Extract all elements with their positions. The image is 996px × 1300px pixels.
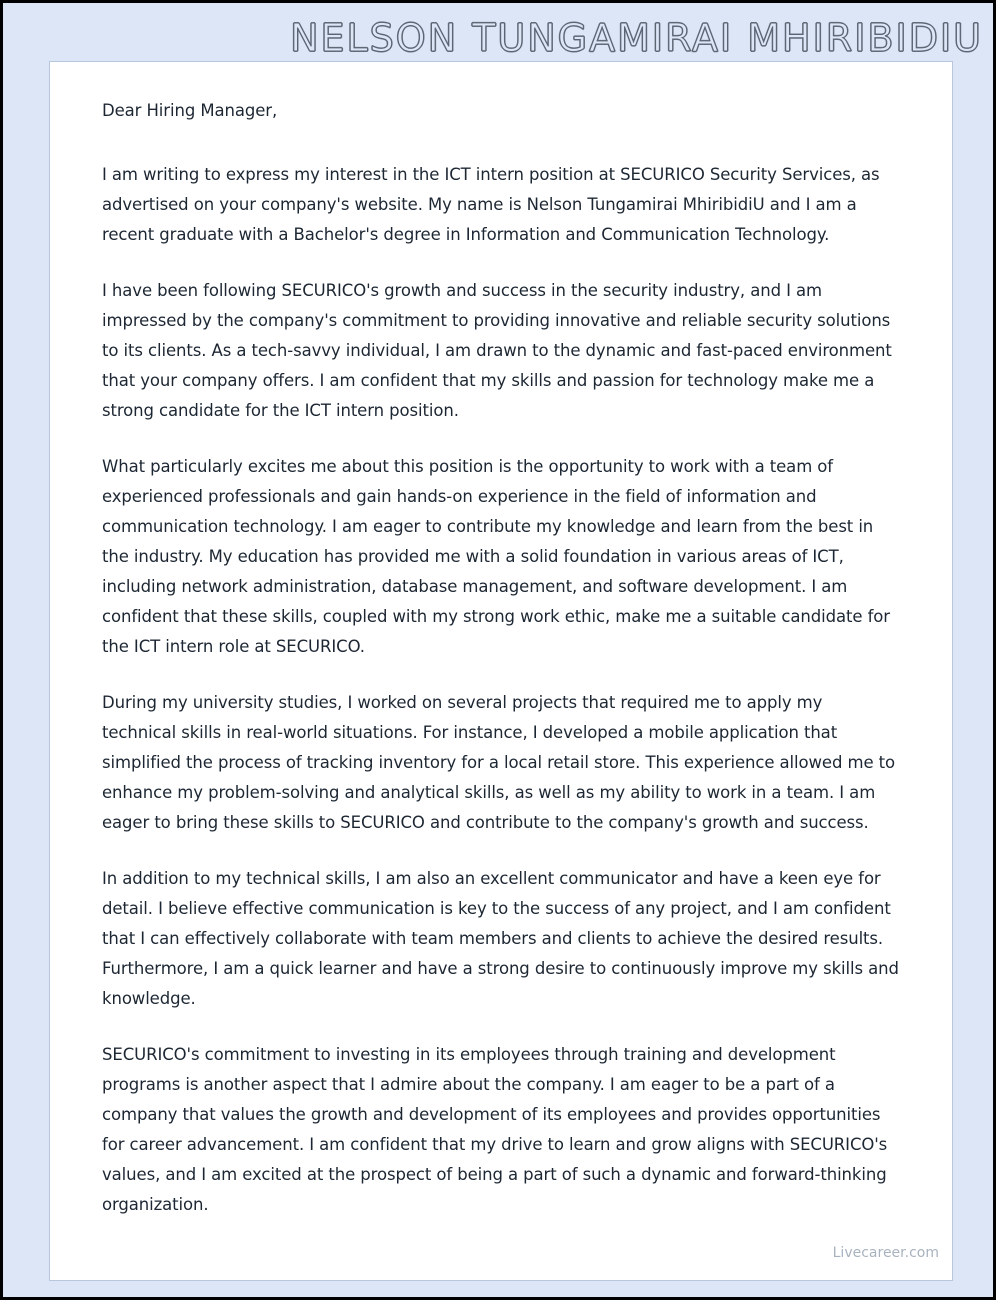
- document-header: [3, 3, 993, 60]
- letter-body: [50, 62, 952, 1220]
- watermark-label: Livecareer.com: [832, 1245, 939, 1261]
- letter-paragraph: I have been following SECURICO's growth and success in the security industry, and I am impressed by the company's commitment to providing innovative and reliable security solutions to its clients. As a tech-savvy individual, I am drawn to the dynamic and fast-paced environment that your company offers. I am confident that my skills and passion for technology make me a strong candidate for the ICT intern position.: [102, 281, 892, 420]
- page-title: NELSON TUNGAMIRAI MHIRIBIDIU: [290, 16, 983, 60]
- letter-paragraph: In addition to my technical skills, I am also an excellent communicator and have a keen eye for detail. I believe effective communication is key to the success of any project, and I am confident that I can effectively collaborate with team members and clients to achieve the desired results. Furthermore, I am a quick learner and have a strong desire to continuously improve my skills and knowledge.: [102, 869, 899, 1008]
- letter-salutation: Dear Hiring Manager,: [102, 101, 278, 120]
- letter-paragraph: During my university studies, I worked on several projects that required me to apply my technical skills in real-world situations. For instance, I developed a mobile application that simplified the process of tracking inventory for a local retail store. This experience allowed me to enhance my problem-solving and analytical skills, as well as my ability to work in a team. I am eager to bring these skills to SECURICO and contribute to the company's growth and success.: [102, 693, 896, 832]
- letter-paragraph: What particularly excites me about this position is the opportunity to work with a team of experienced professionals and gain hands-on experience in the field of information and communication technology. I am eager to contribute my knowledge and learn from the best in the industry. My education has provided me with a solid foundation in various areas of ICT, including network administration, database management, and software development. I am confident that these skills, coupled with my strong work ethic, make me a suitable candidate for the ICT intern role at SECURICO.: [102, 457, 890, 656]
- letter-paragraph: SECURICO's commitment to investing in its employees through training and development programs is another aspect that I admire about the company. I am eager to be a part of a company that values the growth and development of its employees and provides opportunities for career advancement. I am confident that my drive to learn and grow aligns with SECURICO's values, and I am excited at the prospect of being a part of such a dynamic and forward-thinking organization.: [102, 1045, 888, 1214]
- letter-sheet: [49, 61, 953, 1281]
- letter-paragraph: I am writing to express my interest in the ICT intern position at SECURICO Security Services, as advertised on your company's website. My name is Nelson Tungamirai MhiribidiU and I am a recent graduate with a Bachelor's degree in Information and Communication Technology.: [102, 165, 880, 244]
